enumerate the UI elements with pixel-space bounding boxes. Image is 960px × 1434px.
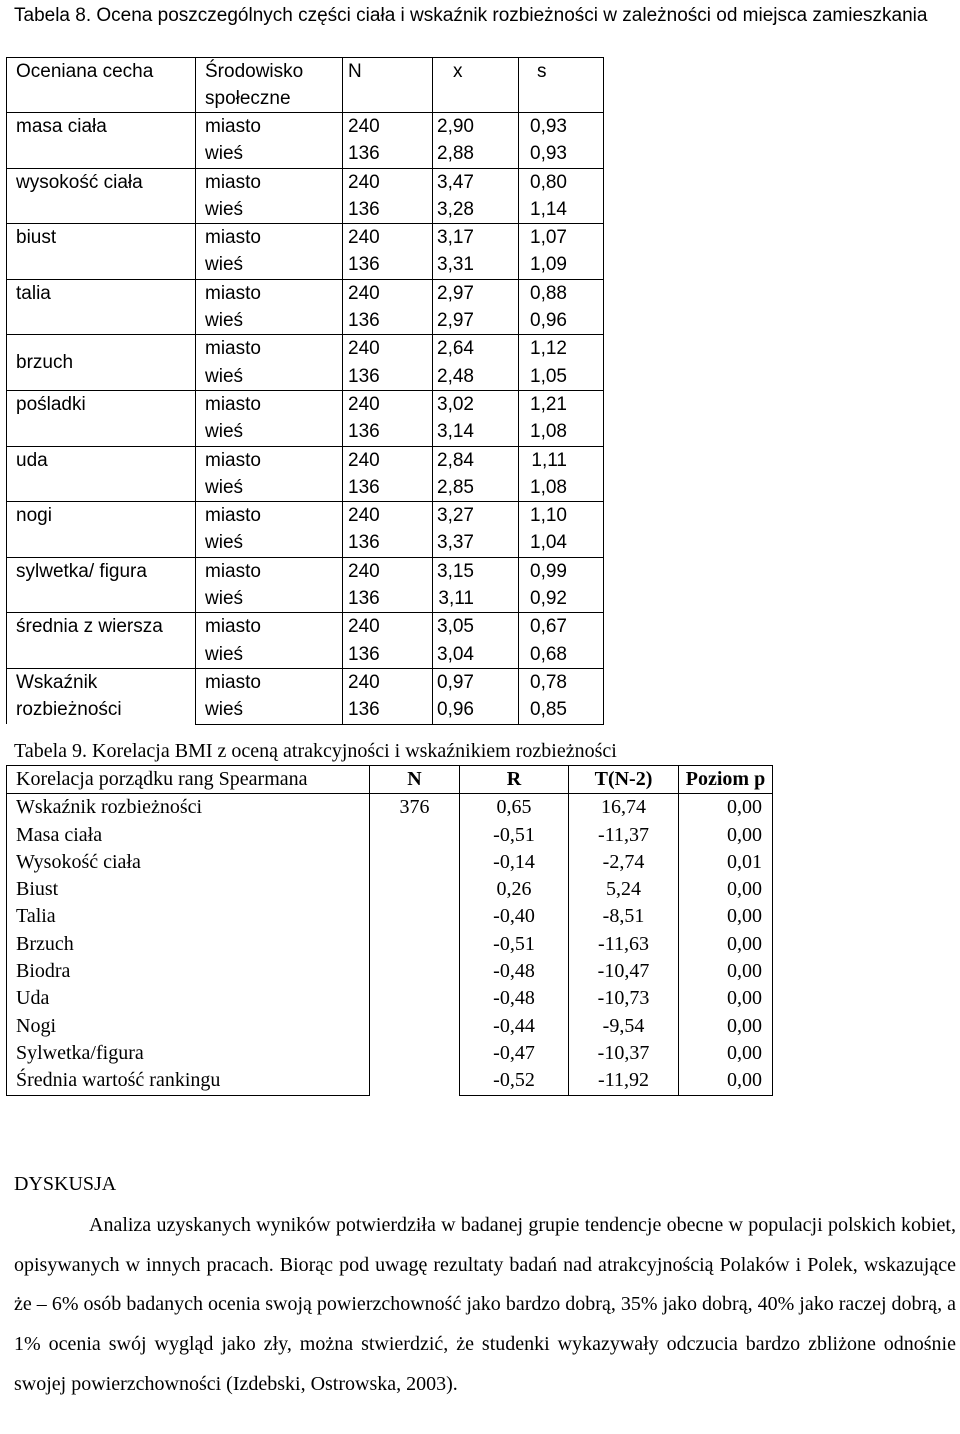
table9-cell-t: -9,54 bbox=[569, 1013, 679, 1040]
table9-cell-p: 0,00 bbox=[679, 876, 773, 903]
table8-cell-n: 136 bbox=[343, 641, 433, 669]
table8-cell-feature: uda bbox=[7, 446, 196, 502]
table8-cell-n: 240 bbox=[343, 335, 433, 363]
table-row bbox=[7, 446, 604, 474]
table9-cell-r: -0,51 bbox=[460, 931, 569, 958]
table9-cell-t: -11,37 bbox=[569, 822, 679, 849]
table8-cell-n: 136 bbox=[343, 696, 433, 724]
table9-cell-t: 16,74 bbox=[569, 794, 679, 822]
table8-cell-n: 240 bbox=[343, 613, 433, 641]
table9-cell-r: -0,14 bbox=[460, 849, 569, 876]
table8-cell-x: 2,85 bbox=[433, 474, 519, 502]
table9-cell-label: Biust bbox=[7, 876, 370, 903]
table8-cell-feature: nogi bbox=[7, 502, 196, 558]
table9-cell-r: -0,51 bbox=[460, 822, 569, 849]
table8-cell-s: 0,80 bbox=[519, 168, 604, 196]
table-row bbox=[7, 502, 604, 530]
table8-header-s: s bbox=[519, 58, 604, 113]
table8-cell-n: 240 bbox=[343, 113, 433, 141]
table8-cell-env: miasto bbox=[196, 335, 343, 363]
table8-cell-s: 0,96 bbox=[519, 307, 604, 335]
table9-caption: Tabela 9. Korelacja BMI z oceną atrakcyjności i wskaźnikiem rozbieżności bbox=[14, 740, 617, 762]
table8-cell-x: 3,47 bbox=[433, 168, 519, 196]
table9-cell-p: 0,00 bbox=[679, 1013, 773, 1040]
table9-cell-label: Sylwetka/figura bbox=[7, 1040, 370, 1067]
table9-cell-t: -11,92 bbox=[569, 1067, 679, 1095]
table8-cell-s: 0,93 bbox=[519, 140, 604, 168]
table-row bbox=[7, 224, 604, 252]
table-row bbox=[7, 390, 604, 418]
table8-cell-x: 2,88 bbox=[433, 140, 519, 168]
table8-cell-s: 0,67 bbox=[519, 613, 604, 641]
table8-cell-env: wieś bbox=[196, 140, 343, 168]
table8-cell-n: 136 bbox=[343, 363, 433, 391]
table8-cell-feature: masa ciała bbox=[7, 113, 196, 169]
table8-cell-s: 0,78 bbox=[519, 668, 604, 696]
table9-cell-r: 0,65 bbox=[460, 794, 569, 822]
table8-cell-env: wieś bbox=[196, 474, 343, 502]
table8-cell-feature: wysokość ciała bbox=[7, 168, 196, 224]
table8-cell-feature: średnia z wiersza bbox=[7, 613, 196, 669]
table8-cell-env: miasto bbox=[196, 557, 343, 585]
table8-cell-env: miasto bbox=[196, 390, 343, 418]
table8-cell-env: wieś bbox=[196, 307, 343, 335]
table9-cell-r: -0,52 bbox=[460, 1067, 569, 1095]
table8-cell-x: 3,05 bbox=[433, 613, 519, 641]
table9-cell-r: 0,26 bbox=[460, 876, 569, 903]
discussion-paragraph: Analiza uzyskanych wyników potwierdziła w badanej grupie tendencje obecne w populacji polskich kobiet, opisywanych w innych pracach. Biorąc pod uwagę rezultaty badań nad atrakcyjnością Polaków i Polek, wskazujące że – 6% osób badanych ocenia swoją powierzchowność jako bardzo dobrą, 35% jako dobrą, 40% jako raczej dobrą, a 1% ocenia swój wygląd jako zły, można stwierdzić, że studenki wykazywały odczucia bardzo zbliżone odnośnie swojej powierzchowności (Izdebski, Ostrowska, 2003). bbox=[14, 1214, 956, 1395]
table9-cell-t: -10,47 bbox=[569, 958, 679, 985]
table8-cell-env: wieś bbox=[196, 641, 343, 669]
table9-cell-n: 376 bbox=[370, 794, 460, 1095]
table9-cell-r: -0,48 bbox=[460, 958, 569, 985]
table9-cell-p: 0,00 bbox=[679, 958, 773, 985]
table9-cell-label: Nogi bbox=[7, 1013, 370, 1040]
table8-cell-env: wieś bbox=[196, 529, 343, 557]
table8-cell-env: wieś bbox=[196, 251, 343, 279]
table8-header-x: x bbox=[433, 58, 519, 113]
table9-cell-label: Talia bbox=[7, 903, 370, 930]
table8-cell-n: 136 bbox=[343, 529, 433, 557]
table8-cell-env: miasto bbox=[196, 502, 343, 530]
table9-header-row bbox=[7, 766, 773, 794]
table8-cell-x: 3,14 bbox=[433, 418, 519, 446]
table9-cell-p: 0,00 bbox=[679, 1067, 773, 1095]
table8-cell-env: miasto bbox=[196, 446, 343, 474]
table9-cell-label: Biodra bbox=[7, 958, 370, 985]
table8-cell-x: 3,37 bbox=[433, 529, 519, 557]
table8-cell-x: 3,02 bbox=[433, 390, 519, 418]
discussion-title: DYSKUSJA bbox=[14, 1173, 117, 1195]
table8-cell-s: 1,07 bbox=[519, 224, 604, 252]
table8-cell-env: miasto bbox=[196, 224, 343, 252]
table9-cell-t: -8,51 bbox=[569, 903, 679, 930]
table-row bbox=[7, 613, 604, 641]
table8-cell-s: 0,92 bbox=[519, 585, 604, 613]
table8-cell-s: 1,08 bbox=[519, 418, 604, 446]
table8-cell-env: wieś bbox=[196, 196, 343, 224]
table8-cell-n: 240 bbox=[343, 668, 433, 696]
table8-cell-x: 0,96 bbox=[433, 696, 519, 724]
table9-cell-label: Wskaźnik rozbieżności bbox=[7, 794, 370, 822]
table8-cell-env: wieś bbox=[196, 418, 343, 446]
table8-cell-x: 3,17 bbox=[433, 224, 519, 252]
table9-cell-p: 0,00 bbox=[679, 985, 773, 1012]
table9-cell-r: -0,40 bbox=[460, 903, 569, 930]
table8-cell-n: 240 bbox=[343, 279, 433, 307]
table8-cell-n: 240 bbox=[343, 168, 433, 196]
table8-cell-x: 2,84 bbox=[433, 446, 519, 474]
table9-header-r: R bbox=[460, 766, 569, 794]
table8-cell-env: miasto bbox=[196, 113, 343, 141]
table8-cell-n: 240 bbox=[343, 446, 433, 474]
table9-cell-t: -10,73 bbox=[569, 985, 679, 1012]
table-row bbox=[7, 557, 604, 585]
table9-cell-label: Średnia wartość rankingu bbox=[7, 1067, 370, 1095]
table9-header-label: Korelacja porządku rang Spearmana bbox=[7, 766, 370, 794]
table8-caption: Tabela 8. Ocena poszczególnych części ciała i wskaźnik rozbieżności w zależności od miejsca zamieszkania bbox=[14, 5, 928, 26]
table8-cell-env: miasto bbox=[196, 168, 343, 196]
table8-cell-n: 240 bbox=[343, 224, 433, 252]
table8-cell-s: 1,09 bbox=[519, 251, 604, 279]
table8-cell-x: 3,04 bbox=[433, 641, 519, 669]
table8-cell-x: 0,97 bbox=[433, 668, 519, 696]
table8-cell-n: 136 bbox=[343, 418, 433, 446]
table8-cell-x: 2,48 bbox=[433, 363, 519, 391]
table8-cell-x: 2,90 bbox=[433, 113, 519, 141]
table9-cell-label: Masa ciała bbox=[7, 822, 370, 849]
table8-cell-n: 136 bbox=[343, 251, 433, 279]
table-row bbox=[7, 113, 604, 141]
table9-cell-label: Wysokość ciała bbox=[7, 849, 370, 876]
table8-cell-x: 2,97 bbox=[433, 279, 519, 307]
table9-header-p: Poziom p bbox=[679, 766, 773, 794]
table8-header-n: N bbox=[343, 58, 433, 113]
table8-cell-n: 136 bbox=[343, 196, 433, 224]
table8-cell-env: miasto bbox=[196, 613, 343, 641]
table-row bbox=[7, 794, 773, 822]
table8-cell-s: 0,99 bbox=[519, 557, 604, 585]
table8-header-feature: Oceniana cecha bbox=[7, 58, 196, 113]
table9-cell-t: -10,37 bbox=[569, 1040, 679, 1067]
table8-cell-s: 1,14 bbox=[519, 196, 604, 224]
table8-cell-s: 1,05 bbox=[519, 363, 604, 391]
table8-cell-env: wieś bbox=[196, 585, 343, 613]
table8-cell-s: 1,11 bbox=[519, 446, 604, 474]
table8-cell-feature: talia bbox=[7, 279, 196, 335]
table8-cell-feature: biust bbox=[7, 224, 196, 280]
table8-cell-x: 3,11 bbox=[433, 585, 519, 613]
table8-cell-feature: pośladki bbox=[7, 390, 196, 446]
table8-cell-n: 240 bbox=[343, 390, 433, 418]
table8-cell-x: 3,15 bbox=[433, 557, 519, 585]
table9-cell-p: 0,00 bbox=[679, 794, 773, 822]
table9-cell-p: 0,00 bbox=[679, 931, 773, 958]
table8-cell-s: 1,21 bbox=[519, 390, 604, 418]
table9-cell-t: -11,63 bbox=[569, 931, 679, 958]
table8-cell-feature: brzuch bbox=[7, 335, 196, 391]
table8-cell-s: 0,85 bbox=[519, 696, 604, 724]
table8-cell-x: 2,64 bbox=[433, 335, 519, 363]
table8-cell-env: miasto bbox=[196, 668, 343, 696]
table9-cell-p: 0,00 bbox=[679, 903, 773, 930]
table8-header-env: Środowisko społeczne bbox=[196, 58, 343, 113]
table9-cell-p: 0,00 bbox=[679, 822, 773, 849]
table8-cell-x: 3,27 bbox=[433, 502, 519, 530]
table9 bbox=[6, 765, 773, 1096]
table8-cell-n: 136 bbox=[343, 140, 433, 168]
table9-cell-label: Uda bbox=[7, 985, 370, 1012]
table8 bbox=[6, 57, 604, 725]
table9-header-n: N bbox=[370, 766, 460, 794]
table8-cell-env: wieś bbox=[196, 696, 343, 724]
table9-cell-p: 0,00 bbox=[679, 1040, 773, 1067]
table8-cell-feature: sylwetka/ figura bbox=[7, 557, 196, 613]
table8-cell-s: 1,08 bbox=[519, 474, 604, 502]
table9-cell-label: Brzuch bbox=[7, 931, 370, 958]
table8-cell-n: 136 bbox=[343, 585, 433, 613]
table8-cell-s: 1,12 bbox=[519, 335, 604, 363]
table8-cell-x: 3,28 bbox=[433, 196, 519, 224]
table8-cell-x: 2,97 bbox=[433, 307, 519, 335]
table8-cell-n: 240 bbox=[343, 502, 433, 530]
table9-cell-r: -0,48 bbox=[460, 985, 569, 1012]
table8-cell-s: 1,04 bbox=[519, 529, 604, 557]
table9-cell-r: -0,47 bbox=[460, 1040, 569, 1067]
table8-cell-s: 0,93 bbox=[519, 113, 604, 141]
table8-cell-s: 0,88 bbox=[519, 279, 604, 307]
table8-cell-n: 136 bbox=[343, 307, 433, 335]
table8-cell-s: 1,10 bbox=[519, 502, 604, 530]
table-row bbox=[7, 168, 604, 196]
table8-cell-n: 136 bbox=[343, 474, 433, 502]
table-row bbox=[7, 668, 604, 696]
table8-cell-s: 0,68 bbox=[519, 641, 604, 669]
table8-cell-x: 3,31 bbox=[433, 251, 519, 279]
table9-cell-t: 5,24 bbox=[569, 876, 679, 903]
table-row bbox=[7, 335, 604, 363]
table8-cell-feature: Wskaźnik rozbieżności bbox=[7, 668, 196, 724]
table9-cell-r: -0,44 bbox=[460, 1013, 569, 1040]
table8-cell-n: 240 bbox=[343, 557, 433, 585]
table-row bbox=[7, 279, 604, 307]
table8-cell-env: miasto bbox=[196, 279, 343, 307]
table8-header-row bbox=[7, 58, 604, 113]
table9-cell-p: 0,01 bbox=[679, 849, 773, 876]
table9-header-t: T(N-2) bbox=[569, 766, 679, 794]
table9-cell-t: -2,74 bbox=[569, 849, 679, 876]
table8-cell-env: wieś bbox=[196, 363, 343, 391]
